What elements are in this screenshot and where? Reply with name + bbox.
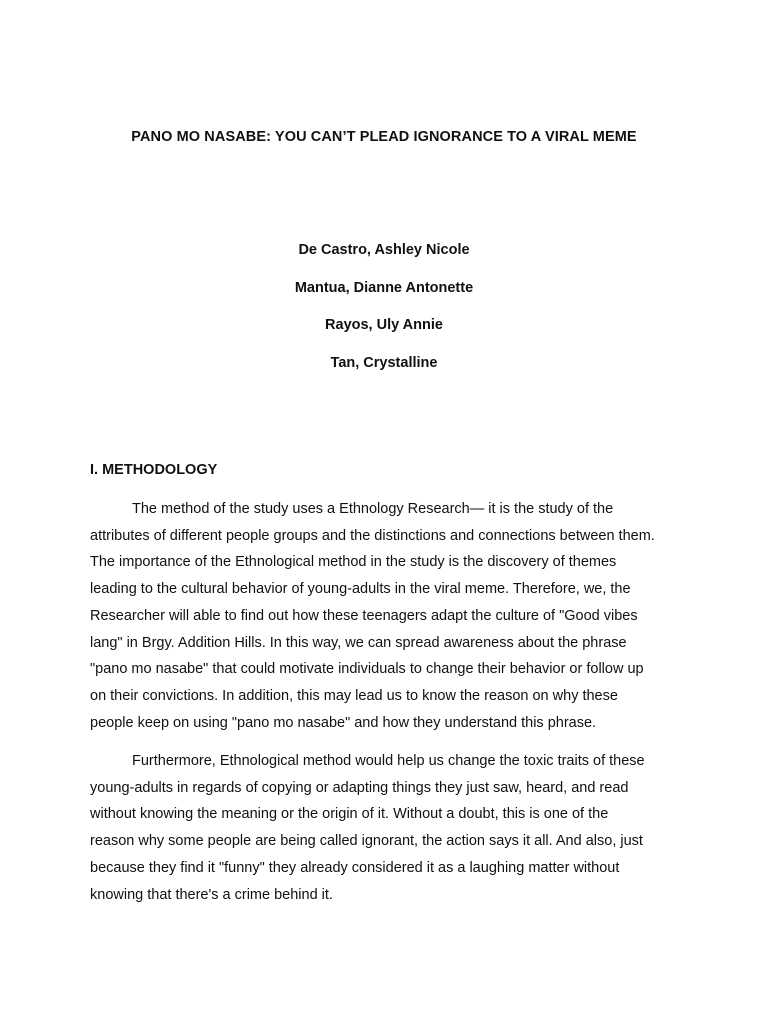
paragraph-line: young-adults in regards of copying or adapting things they just saw, heard, and read xyxy=(90,779,629,796)
paragraph-line: The method of the study uses a Ethnology Research— it is the study of the xyxy=(132,501,614,517)
author-name: De Castro, Ashley Nicole xyxy=(298,242,470,258)
paragraph-line: "pano mo nasabe" that could motivate individuals to change their behavior or follow up xyxy=(90,661,644,678)
paragraph-line: because they find it "funny" they already considered it as a laughing matter without xyxy=(90,859,620,876)
paragraph-line: reason why some people are being called ignorant, the action says it all. And also, just xyxy=(90,833,643,850)
paragraph-line: attributes of different people groups and the distinctions and connections between them. xyxy=(90,527,655,544)
author-name: Rayos, Uly Annie xyxy=(325,317,443,333)
paragraph-line: knowing that there's a crime behind it. xyxy=(90,886,333,903)
paragraph-line: people keep on using "pano mo nasabe" and how they understand this phrase. xyxy=(90,714,597,731)
paragraph-line: without knowing the meaning or the origin of it. Without a doubt, this is one of the xyxy=(90,806,609,823)
paragraph-line: on their convictions. In addition, this may lead us to know the reason on why these xyxy=(90,687,618,704)
body-paragraph xyxy=(90,496,690,736)
paragraph-line: Furthermore, Ethnological method would help us change the toxic traits of these xyxy=(132,753,645,769)
author-name: Tan, Crystalline xyxy=(330,354,438,371)
author-list xyxy=(0,240,768,390)
author-name: Mantua, Dianne Antonette xyxy=(294,279,474,296)
paragraph-line: leading to the cultural behavior of young-adults in the viral meme. Therefore, we, the xyxy=(90,581,631,598)
paragraph-line: lang" in Brgy. Addition Hills. In this way, we can spread awareness about the phrase xyxy=(90,634,627,651)
body-paragraph xyxy=(90,748,690,908)
paragraph-line: The importance of the Ethnological method in the study is the discovery of themes xyxy=(90,554,617,571)
paragraph-line: Researcher will able to find out how these teenagers adapt the culture of "Good vibes xyxy=(90,607,638,624)
paper-title: PANO MO NASABE: YOU CAN’T PLEAD IGNORANCE TO A VIRAL MEME xyxy=(131,129,637,145)
section-heading: I. METHODOLOGY xyxy=(90,462,218,478)
